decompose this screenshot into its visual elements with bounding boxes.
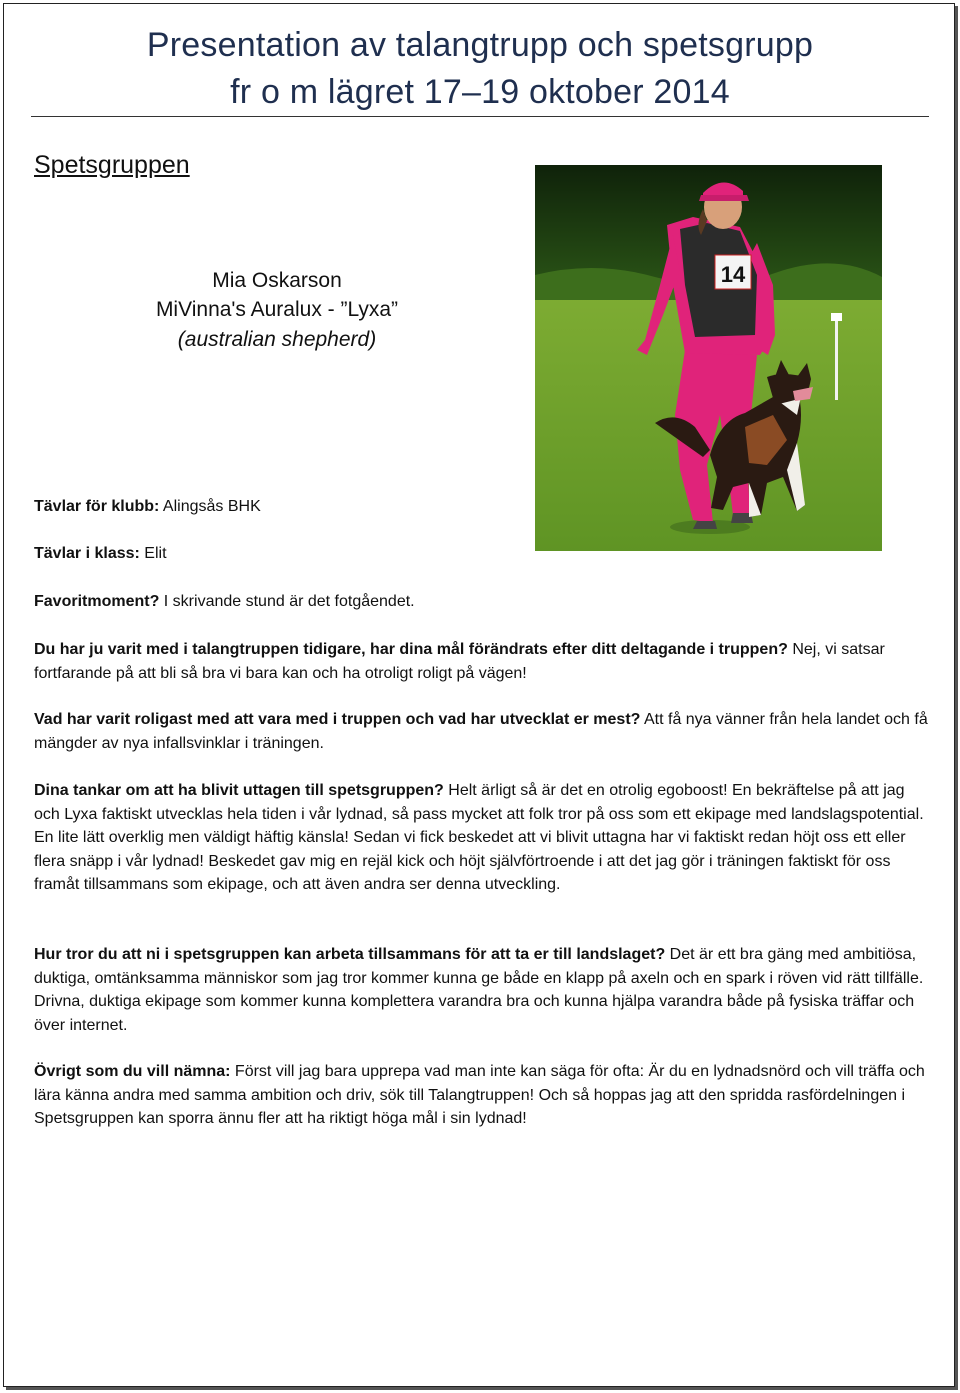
dog-breed: (australian shepherd) bbox=[177, 328, 377, 351]
club-field bbox=[34, 498, 261, 516]
answer: Helt ärligt så är det en otrolig egoboost! En bekräftelse på att jag och Lyxa faktiskt utvecklas hela tiden i vår lydnad, så pass mycket att folk tror på oss som ett ekipage med landslagspotential. En lite lätt overklig men väldigt häftig känsla! Sedan vi fick beskedet att vi blivit uttagna har vi faktiskt redan höjt oss ett eller flera snäpp i vår lydnad! Beskedet gav mig en rejäl kick och höjt självförtroende i att det jag gör i träningen faktiskt för oss framåt tillsammans som ekipage, och att även andra ser denna utveckling. bbox=[34, 782, 924, 893]
answer: Det är ett bra gäng med ambitiösa, duktiga, omtänksamma människor som jag tror kommer kunna ge både en klapp på axeln och en spark i röven vid rätt tillfälle. Drivna, duktiga ekipage som kommer kunna komplettera varandra bra och kunna hjälpa varandra både på fysiska träffar och över internet. bbox=[34, 946, 924, 1034]
club-label: Tävlar för klubb: bbox=[34, 498, 160, 515]
answer: Först vill jag bara upprepa vad man inte kan säga för ofta: Är du en lydnadsnörd och vill träffa och lära känna andra med samma ambition och driv, sök till Talangtruppen! Och så hoppas jag att den spridda rasfördelningen i Spetsgruppen kan sporra ännu fler att ha riktigt höga mål i sin lydnad! bbox=[34, 1063, 925, 1127]
dog-name: MiVinna's Auralux - ”Lyxa” bbox=[155, 298, 399, 321]
qa-paragraph bbox=[34, 779, 930, 897]
question: Vad har varit roligast med att vara med i truppen och vad har utvecklat er mest? bbox=[34, 711, 641, 728]
title-divider bbox=[31, 116, 929, 117]
page-title-line2: fr o m lägret 17–19 oktober 2014 bbox=[230, 73, 730, 111]
qa-paragraph bbox=[34, 1060, 930, 1131]
favorite-value: I skrivande stund är det fotgåendet. bbox=[159, 593, 415, 610]
question: Övrigt som du vill nämna: bbox=[34, 1063, 231, 1080]
answer: Att få nya vänner från hela landet och få mängder av nya infallsvinklar i träningen. bbox=[34, 711, 928, 752]
question: Du har ju varit med i talangtruppen tidigare, har dina mål förändrats efter ditt deltagande i truppen? bbox=[34, 641, 788, 658]
section-heading: Spetsgruppen bbox=[34, 151, 190, 179]
class-label: Tävlar i klass: bbox=[34, 545, 140, 562]
page-title-line1: Presentation av talangtrupp och spetsgrupp bbox=[146, 26, 814, 64]
qa-paragraph bbox=[34, 708, 930, 755]
handler-name: Mia Oskarson bbox=[212, 269, 342, 292]
question: Dina tankar om att ha blivit uttagen till spetsgruppen? bbox=[34, 782, 444, 799]
handler-dog-photo bbox=[535, 165, 882, 551]
answer: Nej, vi satsar fortfarande på att bli så bra vi bara kan och ha otroligt roligt på vägen! bbox=[34, 641, 885, 682]
qa-paragraph bbox=[34, 943, 930, 1037]
club-value: Alingsås BHK bbox=[159, 498, 261, 515]
class-value: Elit bbox=[139, 545, 167, 562]
favorite-label: Favoritmoment? bbox=[34, 593, 160, 610]
qa-paragraph bbox=[34, 638, 930, 685]
favorite-field bbox=[34, 593, 415, 611]
question: Hur tror du att ni i spetsgruppen kan arbeta tillsammans för att ta er till landslaget? bbox=[34, 946, 666, 963]
class-field bbox=[34, 545, 167, 563]
bib-number: 14 bbox=[720, 262, 746, 287]
